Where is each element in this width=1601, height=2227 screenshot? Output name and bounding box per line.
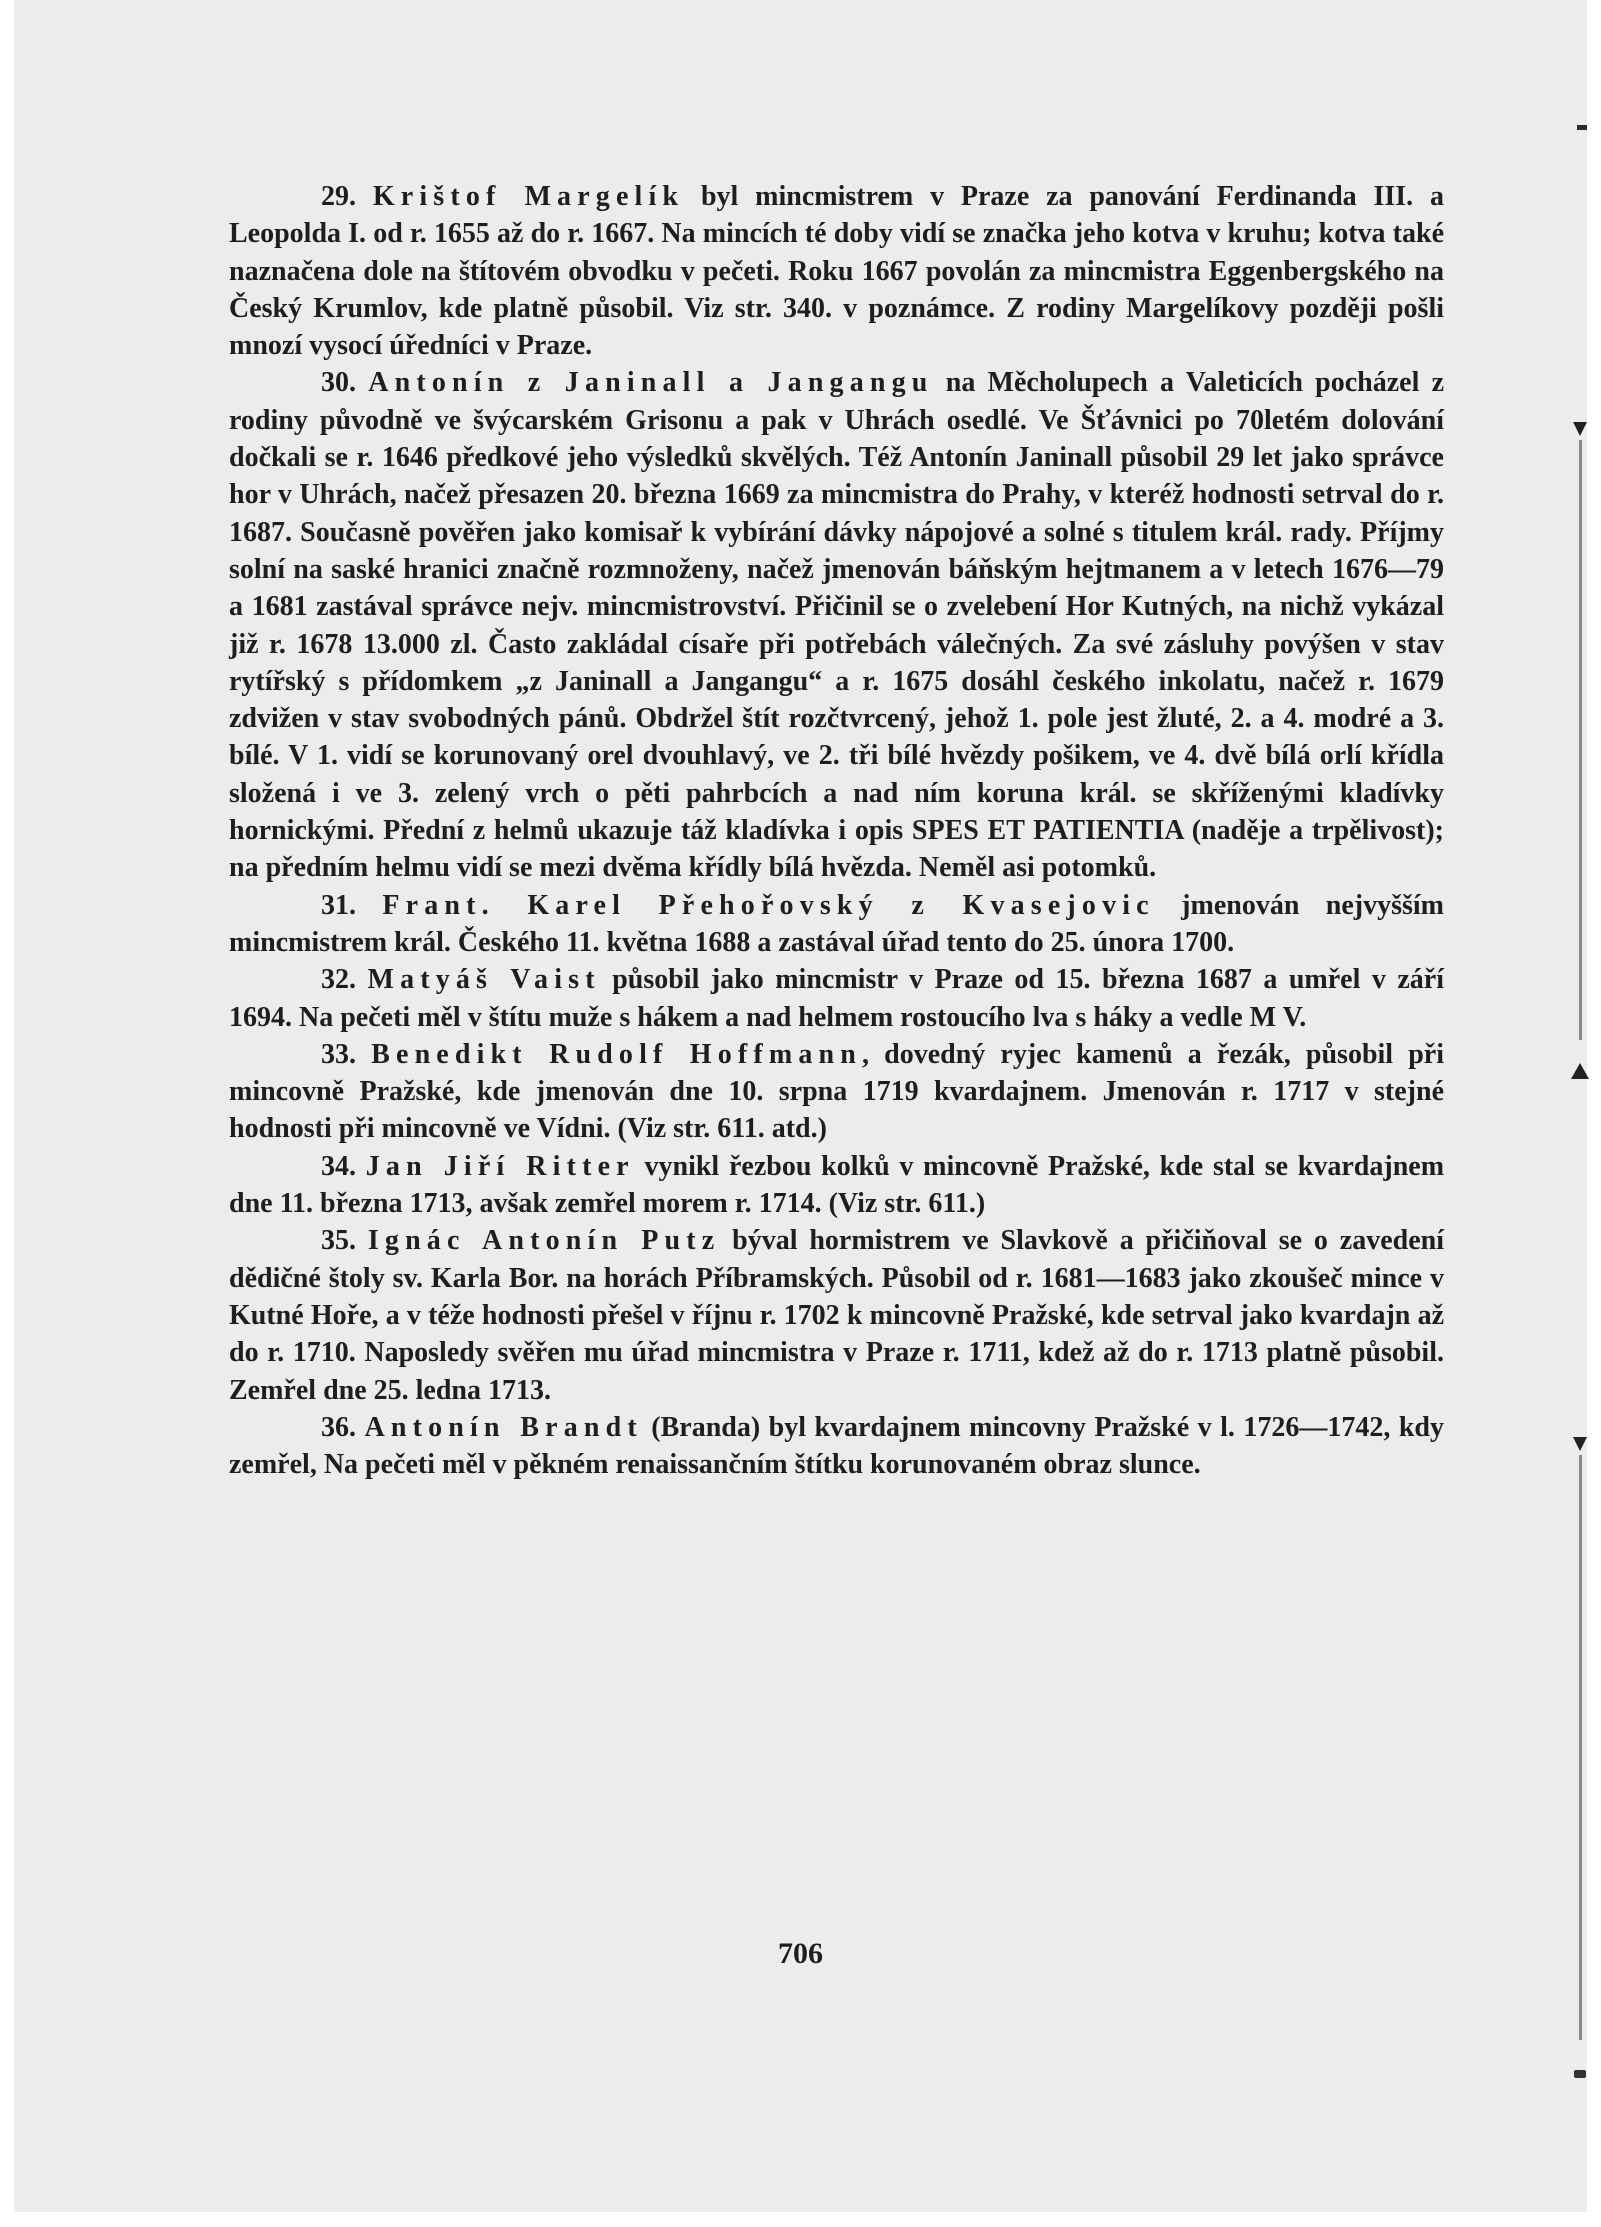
entry-text: býval hormistrem ve Slavkově a přičiňoval se o zavedení dědičné štoly sv. Karla Bor. na horách Příbramských. Působil od r. 1681—1683 jako zkoušeč mince v Kutné Hoře, a v téže hodnosti přešel v říjnu r. 1702 k mincovně Pražské, kde setrval jako kvardajn až do r. 1710. Naposledy svěřen mu úřad mincmistra v Praze r. 1711, kdež až do r. 1713 platně působil. Zemřel dne 25. ledna 1713.: [229, 1225, 1445, 1406]
entry-text: působil jako mincmistr v Praze od 15. března 1687 a umřel v září 1694. Na pečeti měl v štítu muže s hákem a nad helmem rostoucího lva s háky a vedle M V.: [229, 964, 1444, 1033]
page-number: 706: [778, 1937, 823, 1970]
entry-36: [229, 1409, 1444, 1484]
entry-number: 31.: [321, 889, 356, 921]
entry-text: , dovedný ryjec kamenů a řezák, působil při mincovně Pražské, kde jmenován dne 10. srpna 1719 kvardajnem. Jmenován r. 1717 v stejné hodnosti při mincovně ve Vídni. (Viz str. 611. atd.): [229, 1038, 1444, 1145]
entry-29: [229, 178, 1444, 364]
margin-arrow-down-icon: [1573, 1437, 1587, 1451]
entry-number: 35.: [321, 1225, 356, 1257]
entry-number: 29.: [321, 181, 356, 212]
body-text: [229, 178, 1444, 1483]
entry-35: [229, 1222, 1444, 1408]
margin-arrow-up-icon: [1571, 1063, 1589, 1079]
entry-person-name: Krištof Margelík: [372, 181, 685, 212]
entry-person-name: Ignác Antonín Putz: [367, 1225, 721, 1257]
entry-text: vynikl řezbou kolků v mincovně Pražské, kde stal se kvardajnem dne 11. března 1713, avšak zemřel morem r. 1714. (Viz str. 611.): [229, 1150, 1445, 1220]
margin-dot-mark: [1574, 2070, 1586, 2078]
entry-number: 32.: [321, 964, 356, 996]
margin-dash-mark: [1577, 125, 1587, 130]
entry-text: (Branda) byl kvardajnem mincovny Pražské v l. 1726—1742, kdy zemřel, Na pečeti měl v pěkném renaissančním štítku korunovaném obraz slunce.: [229, 1411, 1444, 1481]
entry-text: na Měcholupech a Valeticích pocházel z rodiny původně ve švýcarském Grisonu a pak v Uhrách osedlé. Ve Šťávnici po 70letém dolování dočkali se r. 1646 předkové jeho výsledků skvělých. Též Antonín Janinall působil 29 let jako správce hor v Uhrách, načež přesazen 20. března 1669 za mincmistra do Prahy, v kteréž hodnosti setrval do r. 1687. Současně pověřen jako komisař k vybírání dávky nápojové a solné s titulem král. rady. Příjmy solní na saské hranici značně rozmnoženy, načež jmenován báňským hejtmanem a v letech 1676—79 a 1681 zastával správce nejv. mincmistrovství. Přičinil se o zvelebení Hor Kutných, na nichž vykázal již r. 1678 13.000 zl. Často zakládal císaře při potřebách válečných. Za své zásluhy povýšen v stav rytířský s přídomkem „z Janinall a Jangangu“ a r. 1675 dosáhl českého inkolatu, načež r. 1679 zdvižen v stav svobodných pánů. Obdržel štít rozčtvrcený, jehož 1. pole jest žluté, 2. a 4. modré a 3. bílé. V 1. vidí se korunovaný orel dvouhlavý, ve 2. tři bílé hvězdy pošikem, ve 4. dvě bílá orlí křídla složená i ve 3. zelený vrch o pěti pahrbcích a nad ním koruna král. se skříženými kladívky hornickými. Přední z helmů ukazuje táž kladívka i opis SPES ET PATIENTIA (naděje a trpělivost); na předním helmu vidí se mezi dvěma křídly bílá hvězda. Neměl asi potomků.: [229, 367, 1445, 884]
margin-bracket-line: [1579, 440, 1582, 1040]
entry-number: 36.: [321, 1411, 356, 1443]
entry-number: 33.: [321, 1038, 356, 1070]
entry-number: 34.: [321, 1150, 356, 1182]
entry-person-name: Antonín Brandt: [364, 1411, 643, 1443]
entry-32: [229, 961, 1444, 1036]
entry-text: byl mincmistrem v Praze za panování Ferdinanda III. a Leopolda I. od r. 1655 až do r. 1667. Na mincích té doby vidí se značka jeho kotva v kruhu; kotva také naznačena dole na štítovém obvodku v pečeti. Roku 1667 povolán za mincmistra Eggenbergského na Český Krumlov, kde platně působil. Viz str. 340. v poznámce. Z rodiny Margelíkovy později pošli mnozí vysocí úředníci v Praze.: [229, 181, 1445, 362]
entry-text: jmenován nejvyšším mincmistrem král. Českého 11. května 1688 a zastával úřad tento do 25. února 1700.: [229, 889, 1445, 958]
entry-34: [229, 1148, 1444, 1223]
margin-arrow-down-icon: [1573, 422, 1587, 436]
entry-person-name: Benedikt Rudolf Hoffmann: [371, 1038, 862, 1070]
scanned-page: [14, 0, 1587, 2212]
entry-33: [229, 1036, 1444, 1148]
entry-30: [229, 364, 1444, 886]
entry-person-name: Matyáš Vaist: [367, 964, 601, 996]
entry-person-name: Jan Jiří Ritter: [365, 1150, 635, 1182]
entry-person-name: Antonín z Janinall a Jangangu: [368, 367, 934, 399]
entry-31: [229, 887, 1444, 962]
margin-bracket-line: [1579, 1455, 1582, 2040]
entry-person-name: Frant. Karel Přehořovský z Kvasejovic: [382, 889, 1155, 921]
entry-number: 30.: [321, 367, 356, 399]
